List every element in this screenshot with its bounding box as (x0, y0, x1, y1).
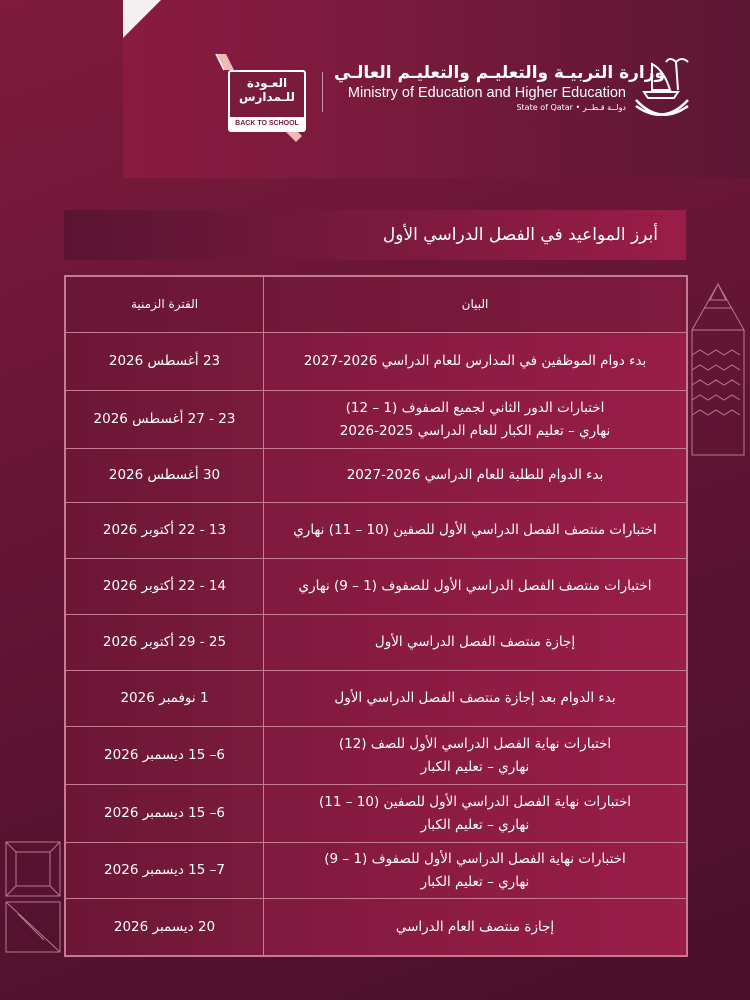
ministry-name-ar: وزارة التربيـة والتعليـم والتعليـم العالـي (334, 63, 666, 83)
row-description (263, 449, 686, 502)
table-row (66, 503, 686, 559)
table-header-row (66, 277, 686, 333)
row-description (263, 843, 686, 898)
row-description-line: اختبارات نهاية الفصل الدراسي الأول للصفوف (1 – 9) (324, 850, 626, 867)
row-description (263, 899, 686, 955)
table-row (66, 671, 686, 727)
row-description-line: بدء الدوام للطلبة للعام الدراسي 2026-2027 (346, 467, 604, 483)
row-description-line: بدء الدوام بعد إجازة منتصف الفصل الدراسي الأول (334, 690, 616, 706)
table-row (66, 333, 686, 391)
table-row (66, 615, 686, 671)
row-description (263, 671, 686, 726)
row-description (263, 333, 686, 390)
back-to-school-badge (228, 70, 306, 132)
row-description-line: نهاري – تعليم الكبار (420, 873, 530, 890)
row-description-line: إجازة منتصف الفصل الدراسي الأول (374, 634, 576, 650)
row-description-line: اختبارات منتصف الفصل الدراسي الأول للصفين (10 – 11) نهاري (293, 522, 657, 538)
row-period: 23 أغسطس 2026 (66, 333, 263, 390)
schedule-table (64, 275, 688, 957)
header-divider (322, 72, 323, 112)
table-row (66, 449, 686, 503)
row-period: 6– 15 ديسمبر 2026 (66, 785, 263, 842)
table-row (66, 727, 686, 785)
table-row (66, 899, 686, 955)
row-description-line: اختبارات الدور الثاني لجميع الصفوف (1 – 12) (345, 399, 605, 416)
row-period: 6– 15 ديسمبر 2026 (66, 727, 263, 784)
row-description-line: نهاري – تعليم الكبار (420, 758, 530, 775)
row-period: 25 - 29 أكتوبر 2026 (66, 615, 263, 670)
row-description (263, 559, 686, 614)
row-description-line: اختبارات نهاية الفصل الدراسي الأول للصف (12) (338, 735, 612, 752)
cube-pattern-decoration (4, 840, 62, 955)
pencil-pattern-decoration (688, 280, 748, 460)
row-description-line: نهاري – تعليم الكبار (420, 816, 530, 833)
row-description-line: بدء دوام الموظفين في المدارس للعام الدراسي 2026-2027 (303, 353, 647, 369)
row-description (263, 391, 686, 448)
row-period: 14 - 22 أكتوبر 2026 (66, 559, 263, 614)
row-period: 13 - 22 أكتوبر 2026 (66, 503, 263, 558)
back-to-school-ar-line1: العـودة (246, 76, 288, 90)
ministry-name (334, 62, 666, 114)
page-curl-decoration (123, 0, 161, 38)
row-period: 20 ديسمبر 2026 (66, 899, 263, 955)
header-description: البيان (263, 277, 686, 332)
row-description (263, 785, 686, 842)
table-row (66, 391, 686, 449)
table-row (66, 559, 686, 615)
row-period: 7– 15 ديسمبر 2026 (66, 843, 263, 898)
row-description-line: اختبارات منتصف الفصل الدراسي الأول للصفوف (1 – 9) نهاري (298, 578, 652, 594)
row-description (263, 615, 686, 670)
back-to-school-en: BACK TO SCHOOL (230, 117, 304, 130)
back-to-school-logo (212, 52, 308, 144)
row-description-line: إجازة منتصف العام الدراسي (395, 918, 555, 935)
header-period: الفترة الزمنية (130, 297, 199, 311)
qatar-emblem-icon (630, 50, 694, 126)
row-description (263, 503, 686, 558)
row-description (263, 727, 686, 784)
table-row (66, 785, 686, 843)
row-period: 23 - 27 أغسطس 2026 (66, 391, 263, 448)
state-label: State of Qatar • دولــة قـطــر (516, 103, 626, 112)
ministry-name-en: Ministry of Education and Higher Education (347, 85, 626, 101)
table-row (66, 843, 686, 899)
row-period: 30 أغسطس 2026 (66, 449, 263, 502)
row-period: 1 نوفمبر 2026 (66, 671, 263, 726)
back-to-school-ar-line2: للـمدارس (238, 90, 296, 104)
page-title: أبرز المواعيد في الفصل الدراسي الأول (64, 210, 686, 260)
row-description-line: نهاري – تعليم الكبار للعام الدراسي 2025-2026 (339, 422, 611, 439)
row-description-line: اختبارات نهاية الفصل الدراسي الأول للصفين (10 – 11) (318, 793, 632, 810)
